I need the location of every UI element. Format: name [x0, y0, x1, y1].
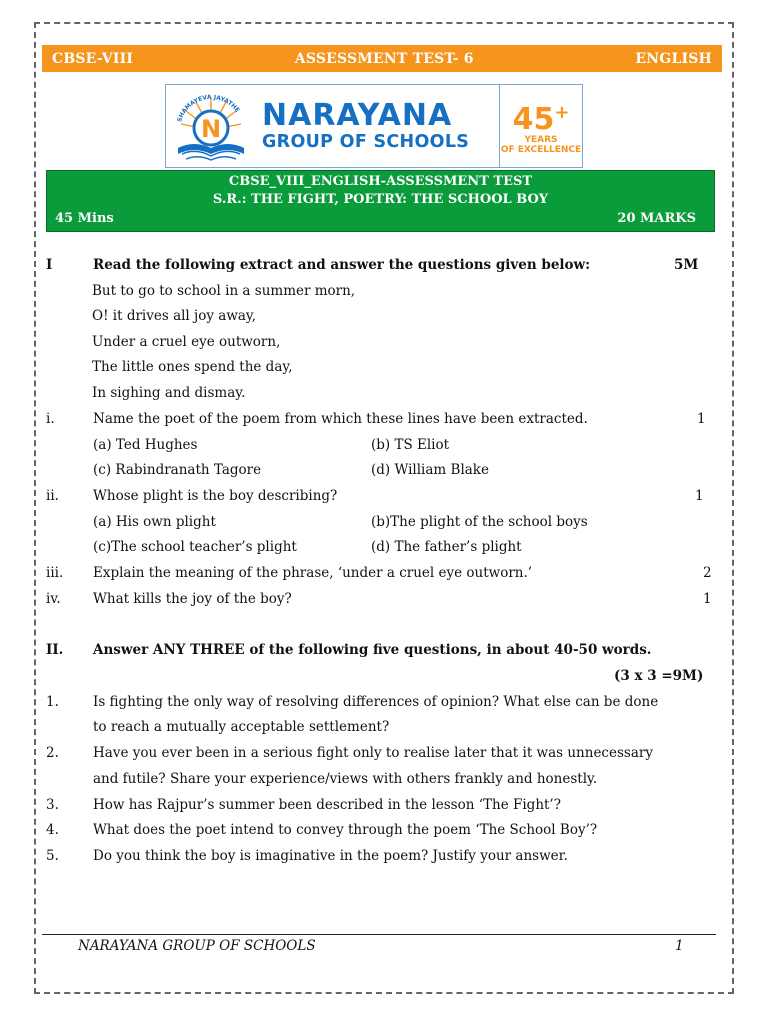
banner-syllabus: S.R.: THE FIGHT, POETRY: THE SCHOOL BOY	[212, 192, 549, 207]
section1-instruction: Read the following extract and answer the questions given below:	[93, 257, 591, 273]
page-number: 1	[675, 938, 684, 954]
question-marks: 1	[695, 488, 704, 504]
section1-marks: 5M	[674, 257, 699, 273]
banner-marks: 20 MARKS	[617, 211, 696, 226]
poem-line: In sighing and dismay.	[92, 385, 246, 401]
logo-box	[165, 84, 500, 168]
question-marks: 2	[703, 565, 712, 581]
question-text: Name the poet of the poem from which these lines have been extracted.	[93, 411, 588, 427]
banner-title: CBSE_VIII_ENGLISH-ASSESSMENT TEST	[228, 174, 533, 189]
header-subject: ENGLISH	[635, 50, 712, 67]
banner-time: 45 Mins	[55, 211, 114, 226]
test-banner	[46, 170, 715, 232]
question-number: iii.	[46, 565, 64, 581]
years-label-1: YEARS	[524, 134, 558, 145]
question-text: Is fighting the only way of resolving differences of opinion? What else can be done	[93, 694, 659, 710]
question-text: Have you ever been in a serious fight only to realise later that it was unnecessary	[93, 745, 653, 761]
option: (c) Rabindranath Tagore	[93, 462, 262, 478]
question-text: Whose plight is the boy describing?	[93, 488, 338, 504]
option: (a) Ted Hughes	[93, 437, 198, 453]
question-number: iv.	[46, 591, 61, 607]
poem-line: O! it drives all joy away,	[92, 308, 257, 324]
logo-letter: N	[200, 115, 222, 143]
school-logo	[165, 84, 587, 168]
question-number: i.	[46, 411, 55, 427]
question-number: ii.	[46, 488, 59, 504]
header-class: CBSE-VIII	[52, 50, 134, 67]
question-number: 1.	[46, 694, 59, 710]
book-emblem-icon	[166, 84, 256, 168]
poem-line: Under a cruel eye outworn,	[92, 334, 281, 350]
option: (b) TS Eliot	[371, 437, 450, 453]
option: (d) The father’s plight	[371, 539, 522, 555]
section2-marks: (3 x 3 =9M)	[614, 668, 704, 684]
years-plus: +	[554, 101, 570, 123]
option: (b)The plight of the school boys	[371, 514, 588, 530]
question-text: How has Rajpur’s summer been described in the lesson ‘The Fight’?	[93, 797, 561, 813]
question-text: What kills the joy of the boy?	[93, 591, 292, 607]
question-text-cont: to reach a mutually acceptable settlement?	[93, 719, 390, 735]
question-number: 4.	[46, 822, 59, 838]
years-badge	[500, 84, 583, 168]
years-number: 45	[512, 101, 555, 137]
question-number: 3.	[46, 797, 59, 813]
brand-name: NARAYANA	[262, 98, 453, 133]
option: (c)The school teacher’s plight	[93, 539, 297, 555]
poem-line: But to go to school in a summer morn,	[92, 283, 356, 299]
header-test: ASSESSMENT TEST- 6	[294, 50, 474, 67]
years-label-2: OF EXCELLENCE	[500, 144, 582, 155]
question-text-cont: and futile? Share your experience/views with others frankly and honestly.	[93, 771, 598, 787]
question-text: Do you think the boy is imaginative in the poem? Justify your answer.	[93, 848, 568, 864]
question-number: 2.	[46, 745, 59, 761]
option: (d) William Blake	[371, 462, 489, 478]
footer-school: NARAYANA GROUP OF SCHOOLS	[78, 938, 316, 954]
question-text: Explain the meaning of the phrase, ‘under a cruel eye outworn.’	[93, 565, 533, 581]
question-text: What does the poet intend to convey through the poem ‘The School Boy’?	[93, 822, 598, 838]
brand-subtitle: GROUP OF SCHOOLS	[262, 132, 470, 152]
question-marks: 1	[697, 411, 706, 427]
question-marks: 1	[703, 591, 712, 607]
section2-numeral: II.	[46, 642, 64, 658]
question-number: 5.	[46, 848, 59, 864]
logo-arc-text: SHAMAYEVA JAYATHE	[176, 93, 241, 123]
option: (a) His own plight	[93, 514, 216, 530]
footer-divider	[42, 934, 716, 935]
section1-numeral: I	[46, 257, 53, 273]
section2-instruction: Answer ANY THREE of the following five questions, in about 40-50 words.	[93, 642, 652, 658]
poem-line: The little ones spend the day,	[92, 359, 293, 375]
header-bar	[42, 45, 722, 72]
